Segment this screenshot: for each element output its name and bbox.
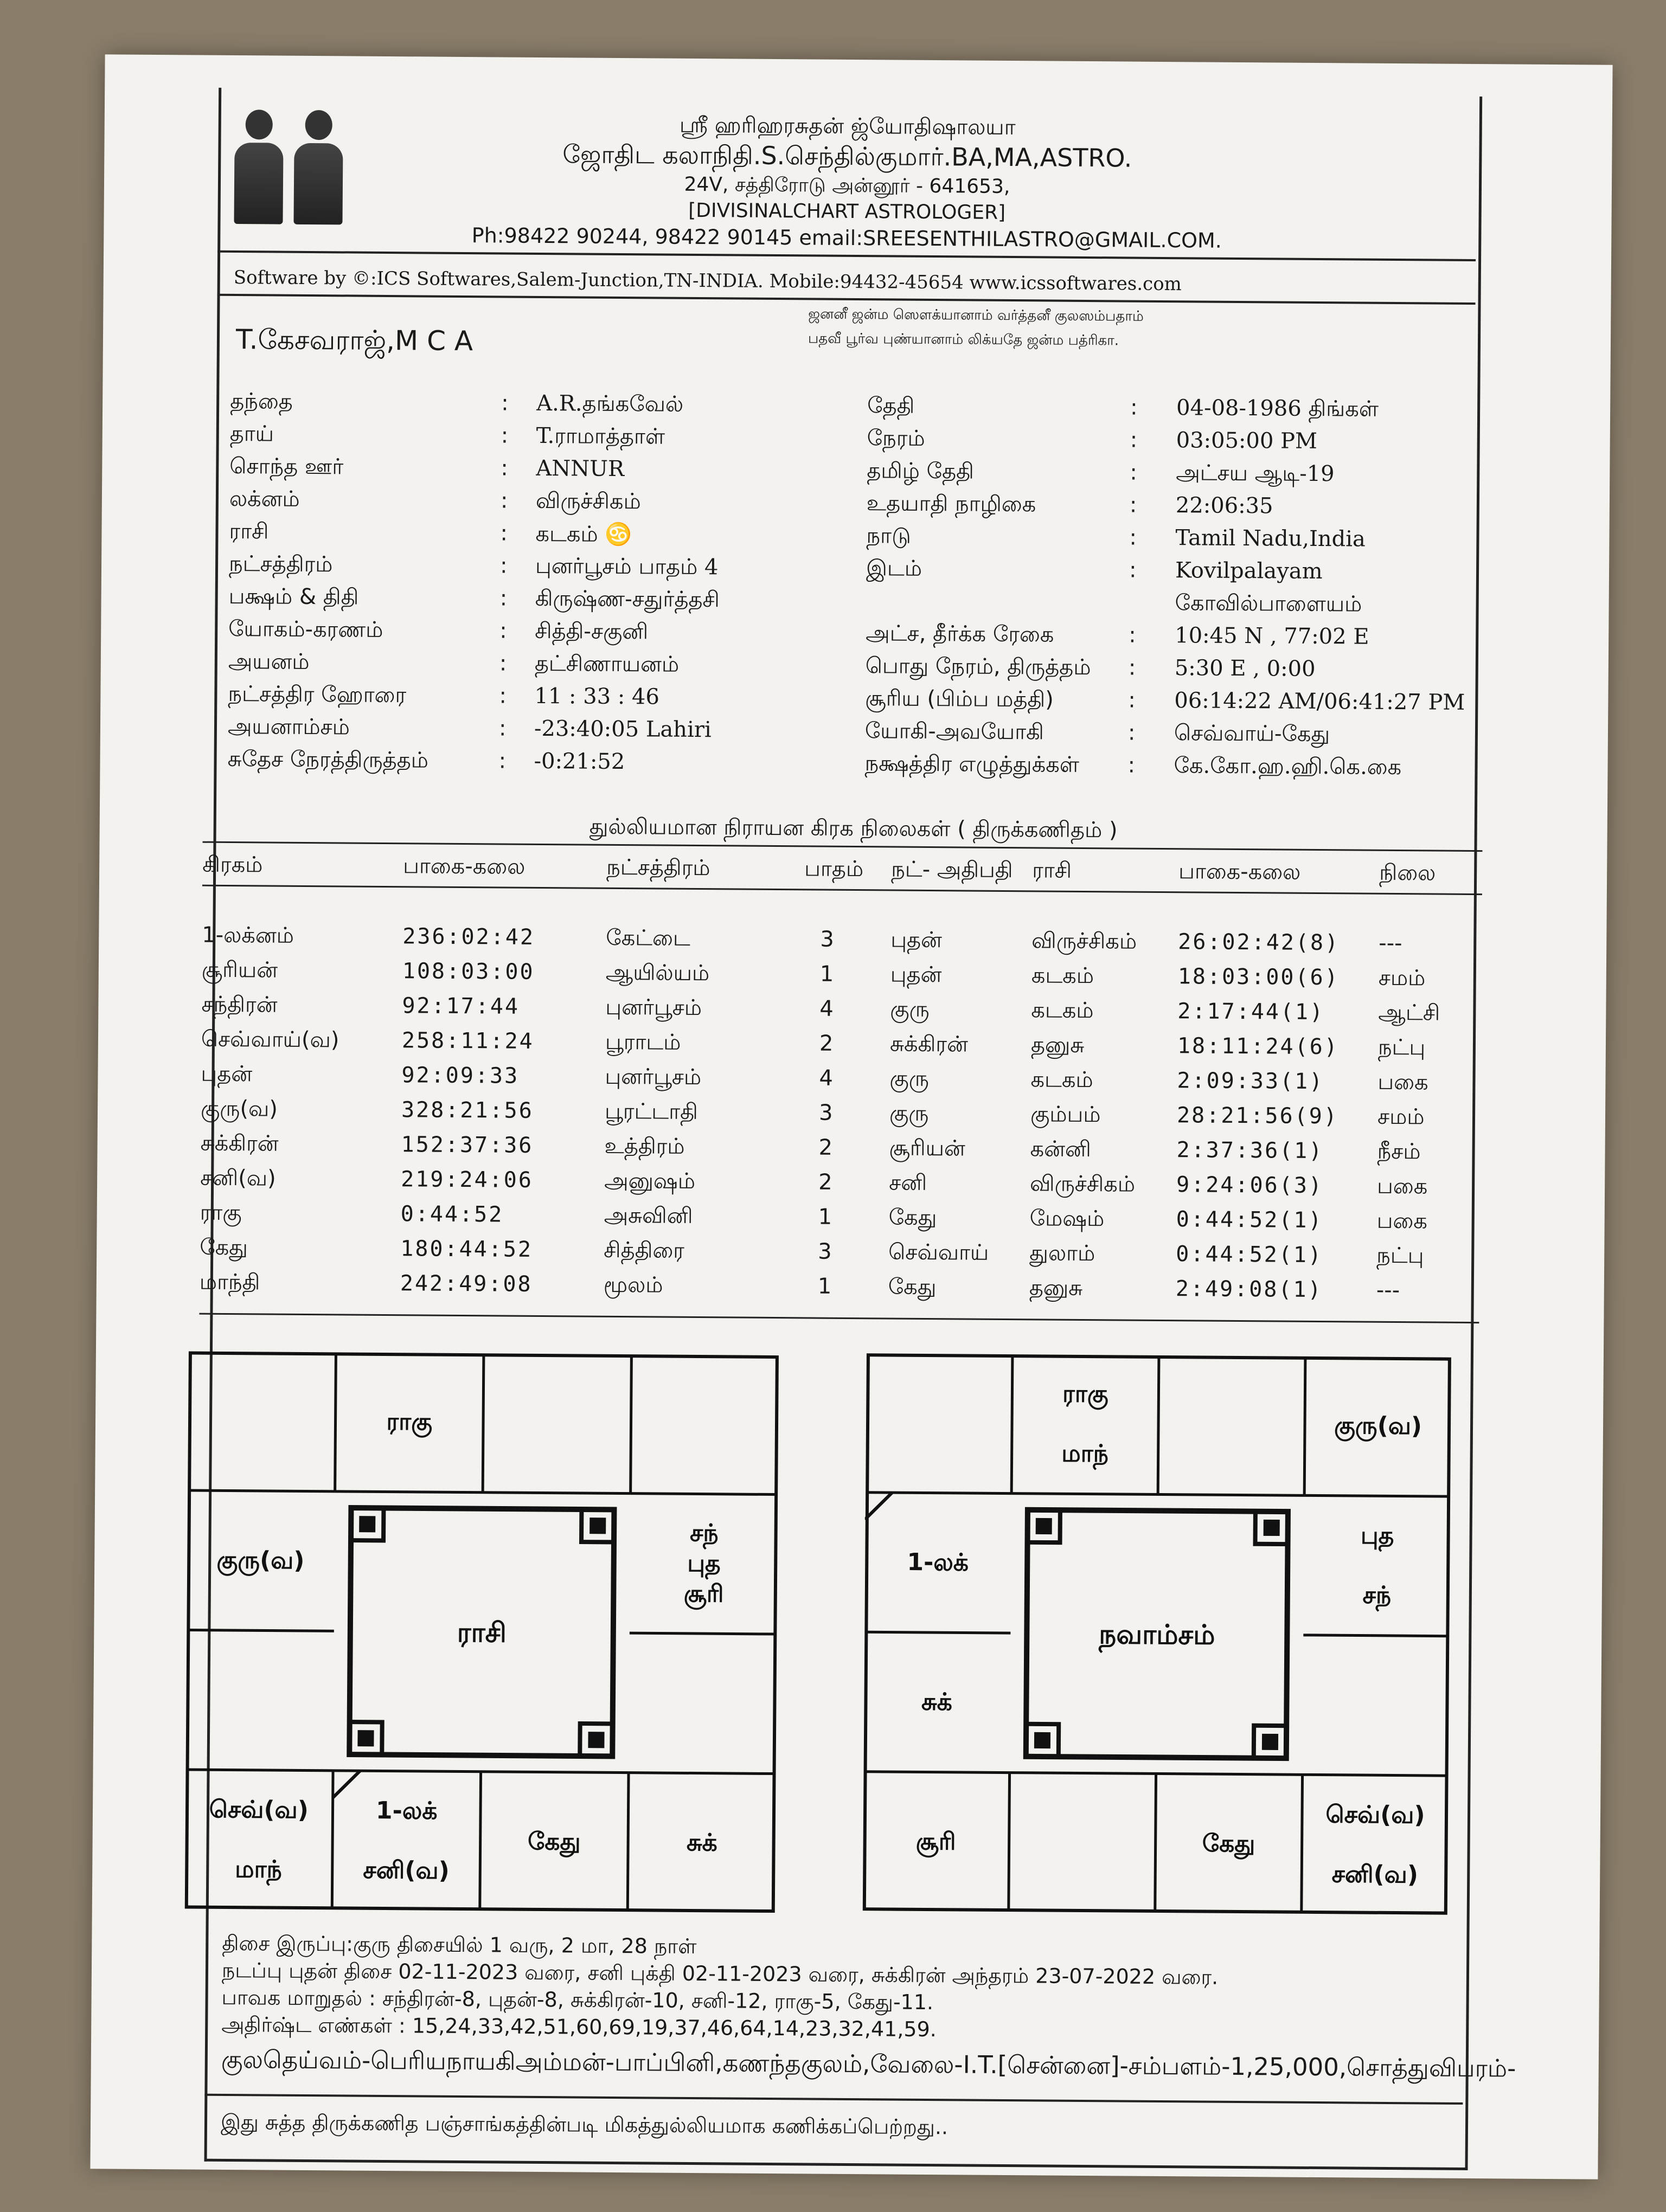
detail-colon: : xyxy=(1130,427,1138,453)
cell-lord: குரு xyxy=(889,1066,930,1091)
house-planet: சனி(வ) xyxy=(363,1856,450,1885)
cell-rasi: தனுசு xyxy=(1029,1275,1083,1301)
cell-rasi: கடகம் xyxy=(1031,963,1094,989)
cell-graha: செவ்வாய்(வ) xyxy=(201,1026,339,1053)
person-name: T.கேசவராஜ்,M C A xyxy=(235,324,473,357)
cell-rasi: கும்பம் xyxy=(1030,1102,1101,1128)
detail-colon: : xyxy=(499,586,508,611)
cell-status: --- xyxy=(1376,1277,1400,1303)
cell-graha: மாந்தி xyxy=(199,1269,260,1295)
detail-value: ANNUR xyxy=(536,455,625,482)
house-planet: ராகு xyxy=(1062,1380,1108,1409)
cell-rasi: கன்னி xyxy=(1030,1136,1091,1162)
detail-label: நேரம் xyxy=(867,426,925,451)
cell-rdeg: 28:21:56(9) xyxy=(1176,1103,1339,1129)
detail-value: கோவில்பாளையம் xyxy=(1175,590,1362,617)
cell-status: சமம் xyxy=(1377,1104,1425,1130)
cell-pada: 1 xyxy=(818,1204,832,1230)
navamsa-chart xyxy=(862,1353,1452,1915)
cell-star: பூரட்டாதி xyxy=(604,1098,699,1125)
detail-label: தந்தை xyxy=(230,388,293,414)
designation: [DIVISINALCHART ASTROLOGER] xyxy=(688,199,1006,224)
detail-colon: : xyxy=(1128,687,1136,713)
column-header: நட்சத்திரம் xyxy=(606,854,710,881)
bhava-change: பாவக மாறுதல் : சந்திரன்-8, புதன்-8, சுக்கிரன்-10, சனி-12, ராகு-5, கேது-11. xyxy=(221,1985,934,2015)
cell-status: நட்பு xyxy=(1376,1243,1424,1269)
house-planet: கேது xyxy=(527,1828,581,1856)
detail-label: அட்ச, தீர்க்க ரேகை xyxy=(866,621,1054,647)
detail-value: -23:40:05 Lahiri xyxy=(534,716,712,743)
cell-lord: சுக்கிரன் xyxy=(889,1031,969,1057)
cell-deg: 152:37:36 xyxy=(401,1132,534,1158)
detail-label: பொது நேரம், திருத்தம் xyxy=(865,653,1091,680)
detail-colon: : xyxy=(1129,557,1137,583)
house-planet: சந் xyxy=(1362,1581,1392,1610)
house-planet: சூரி xyxy=(683,1580,724,1608)
detail-label: உதயாதி நாழிகை xyxy=(866,491,1036,517)
cell-rdeg: 2:17:44(1) xyxy=(1177,999,1325,1025)
detail-label: அயனம் xyxy=(228,648,310,675)
detail-value: A.R.தங்கவேல் xyxy=(536,390,684,417)
dasa-balance: திசை இருப்பு:குரு திசையில் 1 வரு, 2 மா, 28 நாள் xyxy=(222,1931,697,1959)
cell-lord: செவ்வாய் xyxy=(888,1239,989,1265)
cell-rasi: கடகம் xyxy=(1031,998,1094,1024)
detail-label: லக்னம் xyxy=(229,486,300,512)
house-planet: புத xyxy=(1360,1521,1394,1550)
detail-label: அயனாம்சம் xyxy=(227,713,350,740)
rasi-chart xyxy=(184,1351,779,1913)
cell-rdeg: 18:11:24(6) xyxy=(1177,1033,1339,1060)
cell-rdeg: 18:03:00(6) xyxy=(1177,964,1340,991)
cell-star: அசுவினி xyxy=(604,1203,693,1229)
detail-label: நட்சத்திர ஹோரை xyxy=(228,681,407,708)
cell-graha: புதன் xyxy=(201,1061,253,1087)
detail-label: நட்சத்திரம் xyxy=(228,551,333,577)
detail-value: செவ்வாய்-கேது xyxy=(1174,721,1330,747)
cell-rdeg: 0:44:52(1) xyxy=(1176,1207,1323,1233)
cell-deg: 180:44:52 xyxy=(400,1236,533,1262)
detail-label: சூரிய (பிம்ப மத்தி) xyxy=(865,686,1054,712)
chart-title: ராசி xyxy=(457,1616,507,1649)
house-planet: 1-லக் xyxy=(375,1797,438,1825)
detail-label: சுதேச நேரத்திருத்தம் xyxy=(227,746,429,773)
cell-graha: சந்திரன் xyxy=(201,992,278,1018)
cell-status: நீசம் xyxy=(1377,1139,1421,1165)
lucky-numbers: அதிர்ஷ்ட எண்கள் : 15,24,33,42,51,60,69,19,37,46,64,14,23,32,41,59. xyxy=(221,2012,937,2042)
detail-label: ராசி xyxy=(229,518,269,544)
cell-pada: 1 xyxy=(819,961,834,987)
sloka-line-2: பதவீ பூர்வ புண்யானாம் லிக்யதே ஜன்ம பத்ரிகா. xyxy=(808,330,1119,349)
cell-graha: 1-லக்னம் xyxy=(202,922,294,948)
detail-label: யோகி-அவயோகி xyxy=(864,718,1045,745)
detail-value: 11 : 33 : 46 xyxy=(534,683,660,710)
detail-label: தேதி xyxy=(867,393,915,419)
cell-pada: 4 xyxy=(819,1065,834,1091)
cell-lord: குரு xyxy=(890,996,930,1022)
cell-deg: 0:44:52 xyxy=(400,1201,504,1227)
horoscope-sheet xyxy=(90,54,1612,2179)
cell-lord: குரு xyxy=(889,1101,929,1126)
cell-star: மூலம் xyxy=(603,1272,663,1298)
cell-graha: குரு(வ) xyxy=(200,1096,278,1122)
cell-lord: புதன் xyxy=(890,962,942,988)
detail-value: 5:30 E , 0:00 xyxy=(1174,655,1316,681)
cell-rdeg: 0:44:52(1) xyxy=(1176,1242,1323,1268)
detail-label: நாடு xyxy=(866,523,911,549)
cell-graha: ராகு xyxy=(200,1200,242,1226)
detail-value: 06:14:22 AM/06:41:27 PM xyxy=(1174,688,1465,715)
house-planet: 1-லக் xyxy=(907,1548,969,1577)
cell-deg: 108:03:00 xyxy=(402,959,535,985)
cell-star: புனர்பூசம் xyxy=(605,994,702,1021)
detail-label: நக்ஷத்திர எழுத்துக்கள் xyxy=(864,751,1080,777)
house-planet: ராகு xyxy=(386,1407,433,1436)
detail-value: சித்தி-சகுனி xyxy=(535,618,649,645)
cell-star: கேட்டை xyxy=(606,925,690,951)
house-planet: செவ்(வ) xyxy=(1325,1801,1425,1829)
column-header: ராசி xyxy=(1032,858,1072,883)
detail-colon: : xyxy=(1128,655,1136,680)
detail-value: Tamil Nadu,India xyxy=(1175,525,1366,552)
cell-status: பகை xyxy=(1377,1069,1428,1095)
cell-rdeg: 2:37:36(1) xyxy=(1176,1137,1324,1164)
cell-star: ஆயில்யம் xyxy=(605,960,710,986)
cell-lord: சனி xyxy=(888,1170,927,1195)
contact: Ph:98422 90244, 98422 90145 email:SREESENTHILASTRO@GMAIL.COM. xyxy=(471,223,1222,253)
astrologer-title: ஸ்ரீ ஹரிஹரசுதன் ஜ்யோதிஷாலயா xyxy=(679,112,1016,140)
detail-colon: : xyxy=(501,455,508,481)
cell-star: பூராடம் xyxy=(605,1029,681,1055)
cell-deg: 219:24:06 xyxy=(401,1167,534,1193)
cell-lord: கேது xyxy=(888,1274,937,1300)
column-header: பாகை-கலை xyxy=(1178,859,1301,885)
cell-rdeg: 2:09:33(1) xyxy=(1177,1068,1324,1095)
detail-value: T.ராமாத்தாள் xyxy=(536,423,665,449)
sloka-line-1: ஜனனீ ஜன்ம ஸௌக்யானாம் வர்த்தனீ குலஸம்பதாம் xyxy=(808,306,1144,325)
cell-pada: 2 xyxy=(818,1169,832,1195)
cell-pada: 3 xyxy=(820,927,834,952)
family-details: குலதெய்வம்-பெரியநாயகிஅம்மன்-பாப்பினி,கணந்தகுலம்,வேலை-I.T.[சென்னை]-சம்பளம்-1,25,000,சொத்துவிபரம்- xyxy=(221,2044,1516,2083)
detail-value: கிருஷ்ண-சதுர்த்தசி xyxy=(535,586,720,613)
cell-status: நட்பு xyxy=(1377,1034,1426,1060)
cell-star: புனர்பூசம் xyxy=(605,1064,702,1090)
cell-deg: 92:17:44 xyxy=(402,993,520,1019)
detail-colon: : xyxy=(501,423,509,448)
detail-colon: : xyxy=(499,553,508,578)
house-planet: சந் xyxy=(689,1519,719,1547)
column-header: கிரகம் xyxy=(202,852,263,878)
detail-value: 22:06:35 xyxy=(1175,493,1273,519)
detail-colon: : xyxy=(1127,720,1136,745)
address: 24V, சத்திரோடு அன்னூர் - 641653, xyxy=(684,173,1010,198)
cell-deg: 236:02:42 xyxy=(402,924,535,950)
cell-status: சமம் xyxy=(1378,965,1426,991)
detail-value: புனர்பூசம் பாதம் 4 xyxy=(535,553,719,580)
detail-colon: : xyxy=(1129,525,1137,550)
cell-deg: 92:09:33 xyxy=(401,1063,520,1089)
cell-status: --- xyxy=(1379,930,1402,956)
house-planet: சனி(வ) xyxy=(1331,1860,1419,1889)
astrologer-name: ஜோதிட கலாநிதி.S.செந்தில்குமார்.BA,MA,ASTRO. xyxy=(562,139,1132,173)
detail-value: கடகம் ♋ xyxy=(535,521,632,548)
cell-rasi: கடகம் xyxy=(1030,1067,1093,1093)
detail-colon: : xyxy=(499,618,507,644)
house-planet: செவ்(வ) xyxy=(209,1796,309,1824)
accuracy-note: இது சுத்த திருக்கணித பஞ்சாங்கத்தின்படி மிகத்துல்லியமாக கணிக்கப்பெற்றது.. xyxy=(220,2110,949,2139)
cell-pada: 3 xyxy=(818,1239,832,1264)
cell-rasi: விருச்சிகம் xyxy=(1029,1171,1136,1197)
cell-lord: சூரியன் xyxy=(889,1135,965,1161)
house-planet: மாந் xyxy=(235,1855,283,1883)
detail-colon: : xyxy=(501,390,509,416)
cell-rdeg: 26:02:42(8) xyxy=(1178,929,1340,956)
detail-colon: : xyxy=(1130,395,1138,420)
detail-value: 03:05:00 PM xyxy=(1176,428,1318,454)
cell-rasi: மேஷம் xyxy=(1029,1206,1105,1232)
house-planet: சுக் xyxy=(686,1829,718,1857)
detail-colon: : xyxy=(500,488,508,513)
detail-colon: : xyxy=(1129,492,1137,518)
house-planet: சூரி xyxy=(915,1828,956,1856)
cell-star: சித்திரை xyxy=(604,1237,685,1263)
detail-colon: : xyxy=(1130,460,1137,485)
cell-pada: 4 xyxy=(819,996,834,1021)
cell-star: அனுஷம் xyxy=(604,1168,696,1194)
detail-value: 04-08-1986 திங்கள் xyxy=(1176,395,1379,422)
detail-colon: : xyxy=(498,748,507,774)
detail-colon: : xyxy=(1129,622,1136,648)
column-header: நட்- அதிபதி xyxy=(891,857,1013,883)
cell-deg: 258:11:24 xyxy=(401,1028,534,1054)
table-title: துல்லியமான நிராயன கிரக நிலைகள் ( திருக்கணிதம் ) xyxy=(589,814,1118,843)
cell-graha: சுக்கிரன் xyxy=(200,1130,279,1156)
detail-value: 10:45 N , 77:02 E xyxy=(1175,623,1369,650)
cell-graha: சூரியன் xyxy=(201,957,278,983)
column-header: பாதம் xyxy=(804,856,864,882)
cell-rasi: துலாம் xyxy=(1029,1240,1095,1266)
cell-deg: 328:21:56 xyxy=(401,1097,534,1123)
detail-label: தமிழ் தேதி xyxy=(867,458,975,484)
house-planet: கேது xyxy=(1202,1829,1255,1858)
detail-label: பக்ஷம் & திதி xyxy=(228,583,359,610)
cell-pada: 3 xyxy=(818,1100,833,1126)
detail-value: அட்சய ஆடி-19 xyxy=(1176,460,1335,487)
detail-value: விருச்சிகம் xyxy=(535,488,641,515)
detail-value: கே.கோ.ஹ.ஹி.கெ.கை xyxy=(1174,753,1402,780)
house-planet: குரு(வ) xyxy=(216,1546,305,1575)
cell-lord: புதன் xyxy=(890,927,943,953)
cell-status: ஆட்சி xyxy=(1378,1000,1440,1026)
cell-pada: 1 xyxy=(817,1274,832,1299)
detail-label: சொந்த ஊர் xyxy=(229,453,344,480)
detail-colon: : xyxy=(1127,753,1136,778)
column-header: நிலை xyxy=(1379,860,1436,886)
detail-colon: : xyxy=(499,683,507,709)
house-planet: குரு(வ) xyxy=(1334,1411,1422,1441)
house-planet: மாந் xyxy=(1061,1439,1109,1468)
cell-rasi: தனுசு xyxy=(1030,1032,1085,1058)
detail-value: -0:21:52 xyxy=(534,748,625,775)
cell-deg: 242:49:08 xyxy=(400,1271,533,1297)
detail-label: தாய் xyxy=(229,421,274,447)
house-planet: புத xyxy=(687,1549,721,1578)
cell-rdeg: 2:49:08(1) xyxy=(1175,1276,1323,1303)
column-header: பாகை-கலை xyxy=(403,853,526,879)
cell-lord: கேது xyxy=(888,1205,937,1231)
cell-rasi: விருச்சிகம் xyxy=(1031,928,1137,954)
cell-status: பகை xyxy=(1376,1208,1428,1234)
cell-pada: 2 xyxy=(818,1135,833,1160)
cell-star: உத்திரம் xyxy=(604,1133,685,1159)
detail-value: தட்சிணாயனம் xyxy=(534,651,680,677)
cell-graha: சனி(வ) xyxy=(200,1165,276,1191)
house-planet: சுக் xyxy=(921,1688,953,1716)
detail-colon: : xyxy=(499,651,507,676)
detail-value: Kovilpalayam xyxy=(1175,558,1323,584)
cell-pada: 2 xyxy=(819,1031,834,1056)
detail-label: இடம் xyxy=(866,556,922,581)
cell-graha: கேது xyxy=(200,1234,248,1261)
cell-status: பகை xyxy=(1376,1173,1428,1199)
detail-label: யோகம்-கரணம் xyxy=(228,616,383,642)
current-dasa: நடப்பு புதன் திசை 02-11-2023 வரை, சனி புக்தி 02-11-2023 வரை, சுக்கிரன் அந்தரம் 23-07-2022 வரை. xyxy=(221,1958,1219,1989)
detail-colon: : xyxy=(498,716,507,741)
detail-colon: : xyxy=(500,520,508,546)
chart-title: நவாம்சம் xyxy=(1099,1618,1215,1651)
software-credit: Software by ©:ICS Softwares,Salem-Junction,TN-INDIA. Mobile:94432-45654 www.icssoftwares.com xyxy=(233,267,1182,295)
cell-rdeg: 9:24:06(3) xyxy=(1176,1172,1324,1199)
